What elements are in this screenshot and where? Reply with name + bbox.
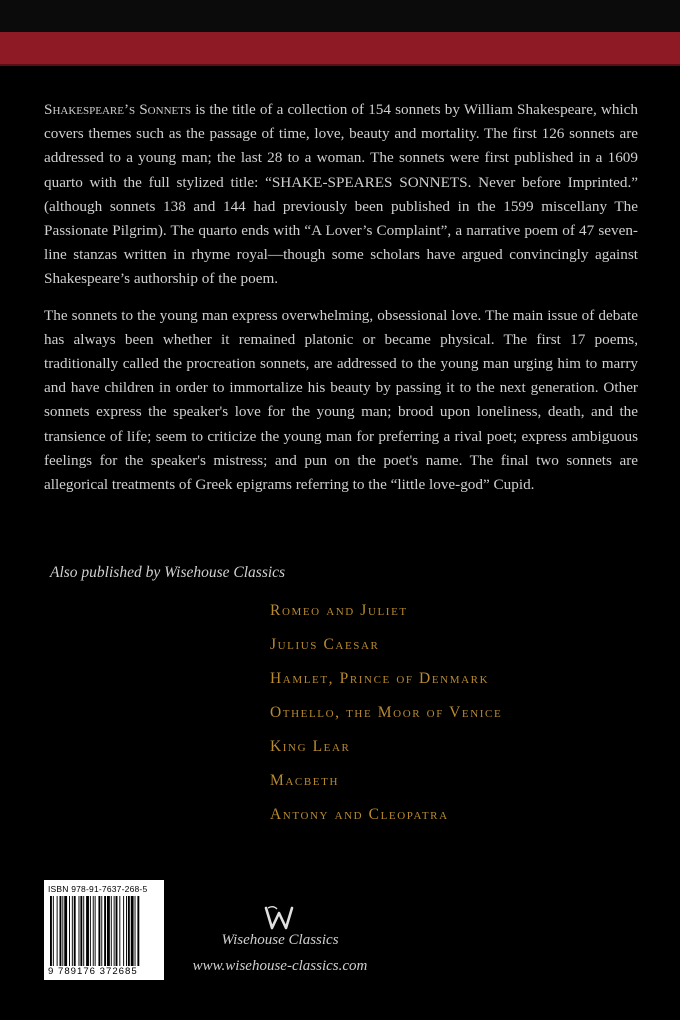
description-paragraph-2: The sonnets to the young man express overwhelming, obsessional love. The main issue of debate has always been whether it remained platonic or became physical. The first 17 poems, traditionally called the procreation sonnets, are addressed to the young man urging him to marry and have children in order to immortalize his beauty by passing it to the next generation. Other sonnets express the speaker's love for the young man; brood upon loneliness, death, and the transience of life; seem to criticize the young man for preferring a rival poet; express ambiguous feelings for the speaker's mistress; and pun on the poet's name. The final two sonnets are allegorical treatments of Greek epigrams referring to the “little love-god” Cupid. bbox=[44, 306, 638, 494]
publisher-url[interactable]: www.wisehouse-classics.com bbox=[192, 958, 368, 974]
book-description bbox=[44, 98, 638, 509]
top-band-divider bbox=[0, 64, 680, 66]
also-published-item: King Lear bbox=[270, 738, 351, 755]
also-published-item: Romeo and Juliet bbox=[270, 602, 408, 619]
publisher-name: Wisehouse Classics bbox=[221, 932, 339, 948]
book-title-smallcaps: Shakespeare’s Sonnets bbox=[44, 101, 192, 118]
description-paragraph-1 bbox=[44, 98, 638, 292]
isbn-number: ISBN 978-91-7637-268-5 bbox=[48, 884, 148, 894]
also-published-item: Macbeth bbox=[270, 772, 339, 789]
also-published-heading: Also published by Wisehouse Classics bbox=[50, 564, 286, 581]
wisehouse-w-logo-icon bbox=[264, 905, 294, 931]
ean-number: 9 789176 372685 bbox=[48, 966, 138, 977]
barcode-bars-icon bbox=[48, 896, 160, 966]
top-band-red bbox=[0, 32, 680, 64]
top-band-dark bbox=[0, 0, 680, 32]
description-paragraph-1-text: is the title of a collection of 154 sonnets by William Shakespeare, which covers themes such as the passage of time, love, beauty and mortality. The first 126 sonnets are addressed to a young man; the last 28 to a woman. The sonnets were first published in a 1609 quarto with the full stylized title: “SHAKE-SPEARES SONNETS. Never before Imprinted.” (although sonnets 138 and 144 had previously been published in the 1599 miscellany The Passionate Pilgrim). The quarto ends with “A Lover’s Complaint”, a narrative poem of 47 seven-line stanzas written in rhyme royal—though some scholars have argued convincingly against Shakespeare’s authorship of the poem. bbox=[44, 101, 638, 288]
also-published-list bbox=[270, 600, 502, 838]
also-published-item: Othello, the Moor of Venice bbox=[270, 704, 503, 721]
also-published-item: Hamlet, Prince of Denmark bbox=[270, 670, 490, 687]
isbn-barcode bbox=[44, 880, 164, 980]
also-published-item: Julius Caesar bbox=[270, 636, 380, 653]
also-published-item: Antony and Cleopatra bbox=[270, 806, 449, 823]
